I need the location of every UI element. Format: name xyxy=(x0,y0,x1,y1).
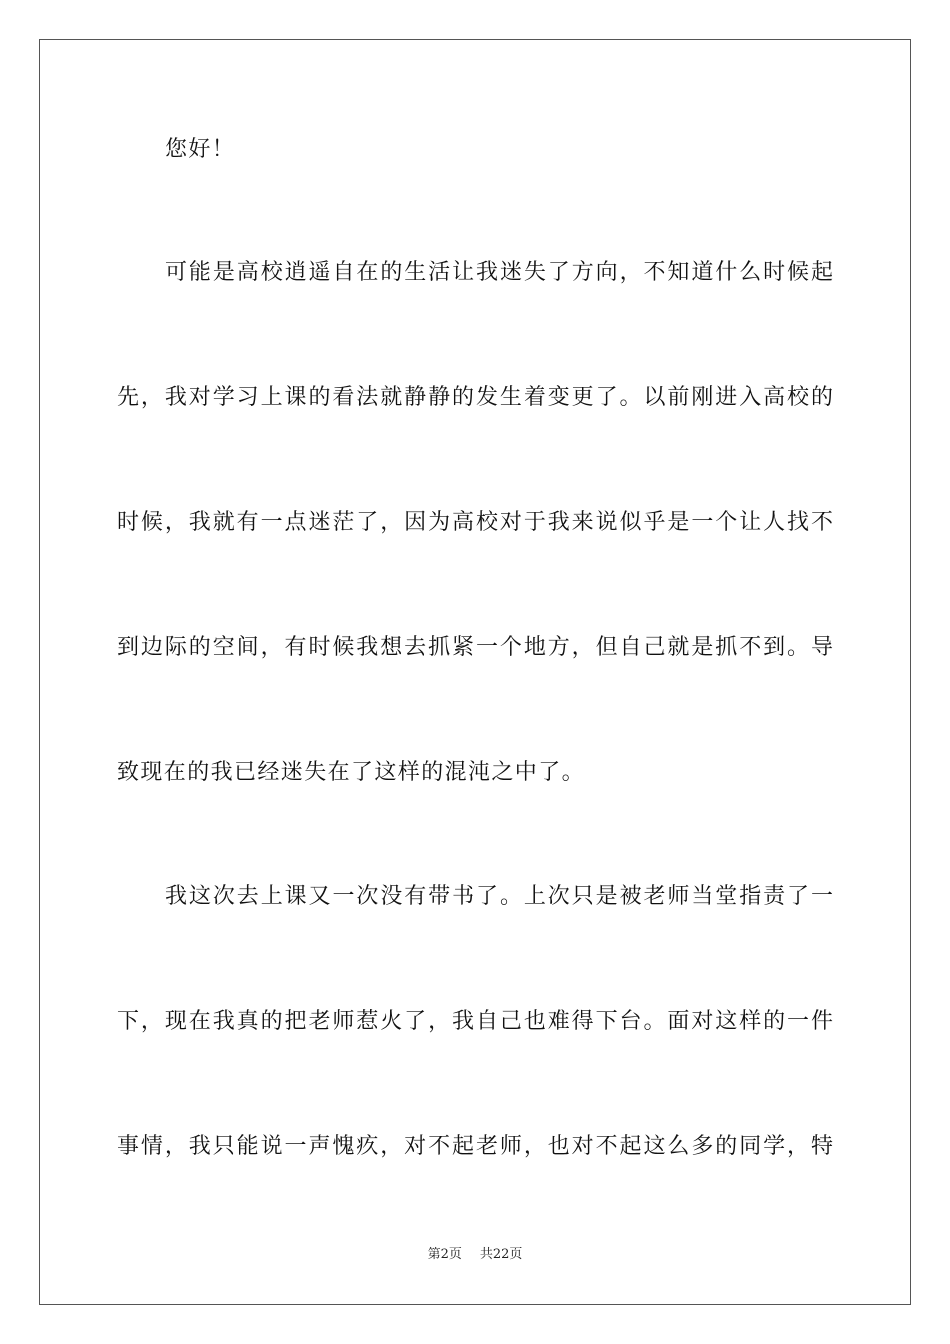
paragraph-2-line-1: 我这次去上课又一次没有带书了。上次只是被老师当堂指责了一 xyxy=(165,884,833,909)
paragraph-2-line-2: 下，现在我真的把老师惹火了，我自己也难得下台。面对这样的一件 xyxy=(117,1009,833,1034)
paragraph-1-line-5: 致现在的我已经迷失在了这样的混沌之中了。 xyxy=(117,760,586,785)
paragraph-2-line-3: 事情，我只能说一声愧疚，对不起老师，也对不起这么多的同学，特 xyxy=(117,1134,833,1159)
paragraph-1-line-3: 时候，我就有一点迷茫了，因为高校对于我来说似乎是一个让人找不 xyxy=(117,510,833,535)
paragraph-1-line-1: 可能是高校逍遥自在的生活让我迷失了方向，不知道什么时候起 xyxy=(165,260,833,285)
page-total: 共22页 xyxy=(479,1247,523,1262)
page-footer xyxy=(0,1247,950,1263)
greeting: 您好！ xyxy=(165,137,236,162)
page-number: 第2页 xyxy=(427,1247,462,1262)
paragraph-1-line-2: 先，我对学习上课的看法就静静的发生着变更了。以前刚进入高校的 xyxy=(117,385,833,410)
page-border xyxy=(39,39,911,1305)
paragraph-1-line-4: 到边际的空间，有时候我想去抓紧一个地方，但自己就是抓不到。导 xyxy=(117,635,833,660)
